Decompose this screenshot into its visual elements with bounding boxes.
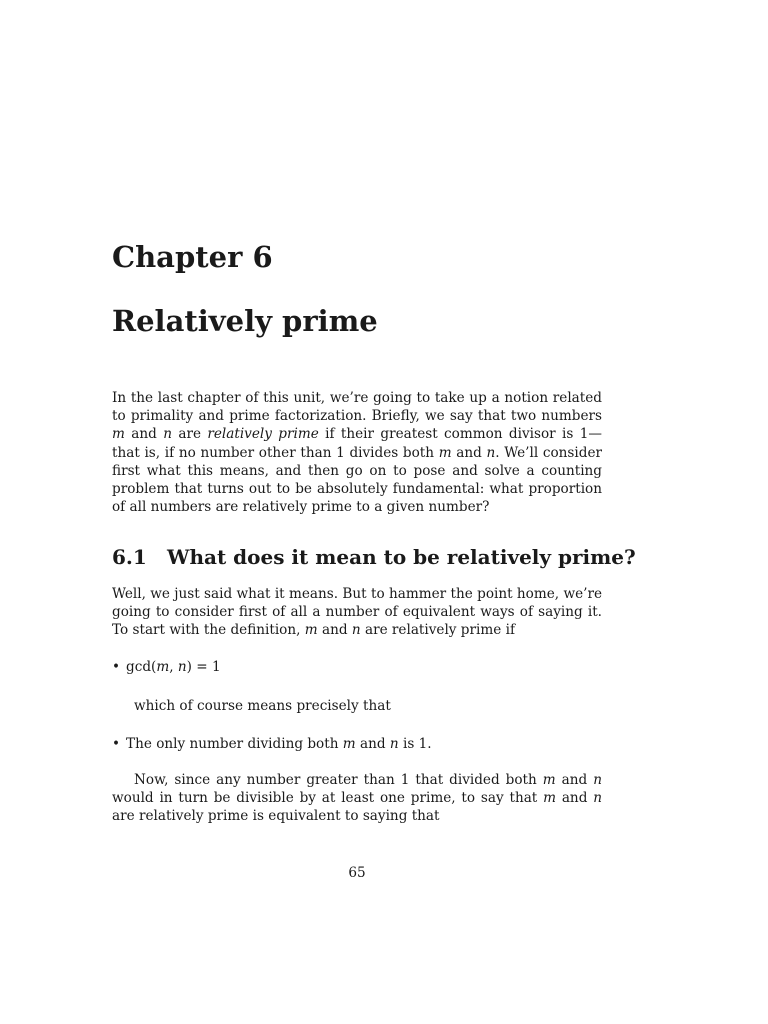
document-page	[112, 0, 636, 1024]
bullet-icon: •	[112, 736, 121, 752]
chapter-label: Chapter 6	[112, 240, 273, 274]
section-title: What does it mean to be relatively prime?	[167, 545, 636, 569]
list-item-explanation: which of course means precisely that	[134, 698, 391, 714]
intro-paragraph: In the last chapter of this unit, we’re going to take up a notion related to primality and prime factorization. Briefly, we say that two numbers m and n are relatively prime if their greatest common divisor is 1—that is, if no number other than 1 divides both m and n. We’ll consider first what this means, and then go on to pose and solve a counting problem that turns out to be absolutely fundamental: what proportion of all numbers are relatively prime to a given number?	[112, 390, 602, 516]
bullet-icon: •	[112, 659, 121, 675]
list-item: • The only number dividing both m and n is 1.	[112, 736, 432, 752]
definition-paragraph: Well, we just said what it means. But to hammer the point home, we’re going to consider first of all a number of equivalent ways of saying it. To start with the definition, m and n are relatively prime if	[112, 586, 602, 639]
emphasis-term: relatively prime	[207, 426, 319, 443]
chapter-title: Relatively prime	[112, 304, 378, 338]
section-number: 6.1	[112, 545, 147, 569]
section-heading	[112, 545, 636, 569]
list-item: • gcd(m, n) = 1	[112, 659, 221, 675]
closing-paragraph: Now, since any number greater than 1 that divided both m and n would in turn be divisible by at least one prime, to say that m and n are relatively prime is equivalent to saying that	[112, 772, 602, 825]
page-number: 65	[348, 865, 366, 881]
